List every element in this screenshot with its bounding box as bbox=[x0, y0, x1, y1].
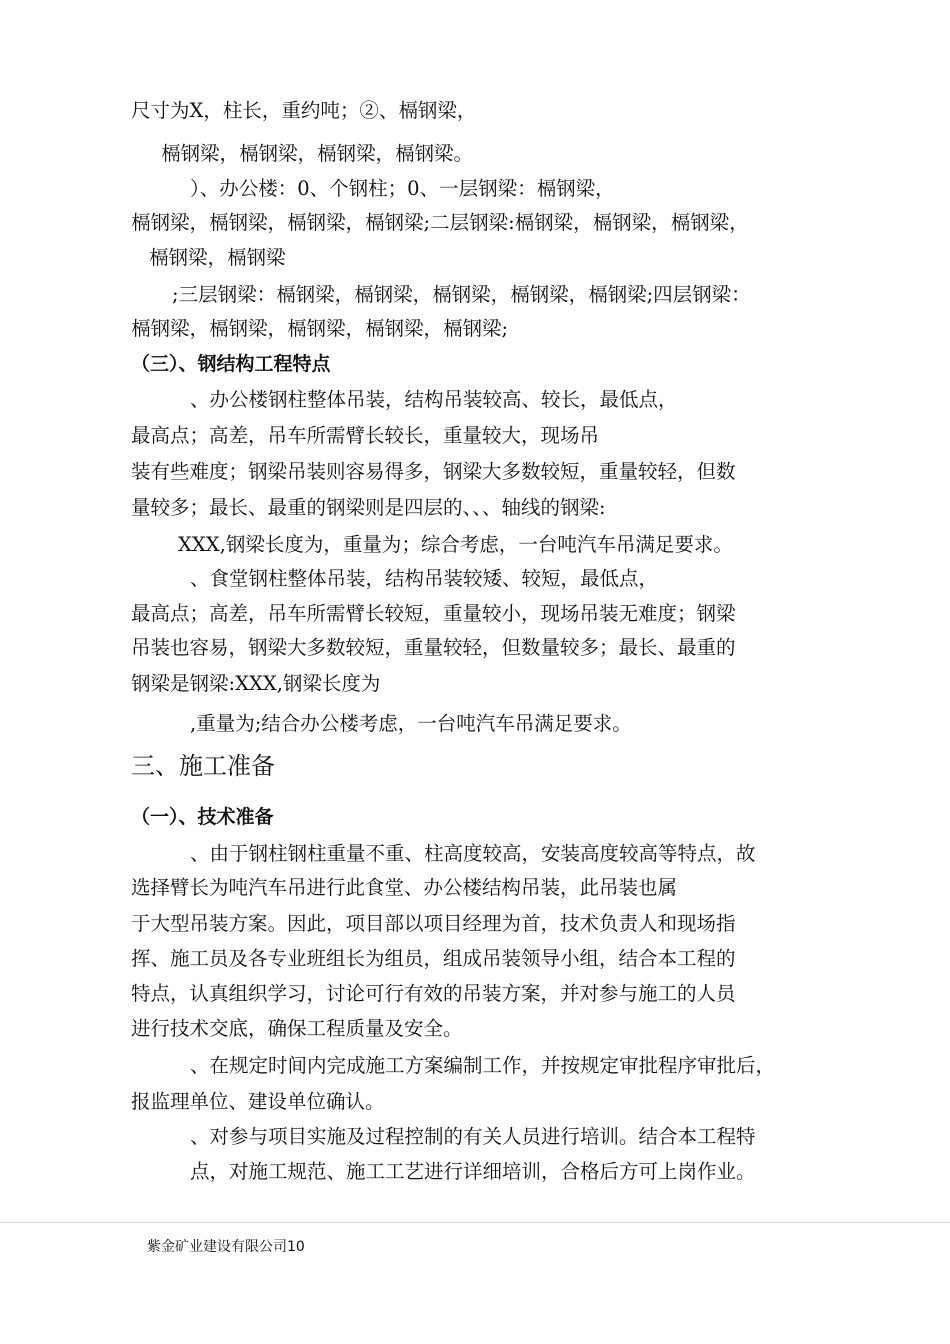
paragraph-line: 、在规定时间内完成施工方案编制工作，并按规定审批程序审批后， bbox=[190, 1054, 776, 1077]
paragraph-line: 点，对施工规范、施工工艺进行详细培训，合格后方可上岗作业。 bbox=[190, 1160, 756, 1183]
paragraph-line: 吊装也容易，钢梁大多数较短，重量较轻，但数量较多；最长、最重的 bbox=[131, 636, 736, 659]
section-heading: （三）、钢结构工程特点 bbox=[131, 353, 331, 375]
page-footer: 紫金矿业建设有限公司10 bbox=[147, 1239, 305, 1255]
paragraph-line: 、对参与项目实施及过程控制的有关人员进行培训。结合本工程特 bbox=[190, 1125, 756, 1148]
paragraph-line: 、办公楼钢柱整体吊装，结构吊装较高、较长，最低点， bbox=[190, 388, 678, 411]
paragraph-line: 装有些难度；钢梁吊装则容易得多，钢梁大多数较短，重量较轻，但数 bbox=[131, 460, 736, 483]
paragraph-line: 进行技术交底，确保工程质量及安全。 bbox=[131, 1017, 463, 1040]
paragraph-line: 于大型吊装方案。因此，项目部以项目经理为首，技术负责人和现场指 bbox=[131, 912, 736, 935]
paragraph-line: 特点，认真组织学习，讨论可行有效的吊装方案，并对参与施工的人员 bbox=[131, 982, 736, 1005]
paragraph-line: 槅钢梁，槅钢梁 bbox=[149, 246, 286, 269]
chapter-heading: 三、施工准备 bbox=[131, 752, 275, 780]
paragraph-line: 槅钢梁，槅钢梁，槅钢梁，槅钢梁;二层钢梁:槅钢梁，槅钢梁，槅钢梁， bbox=[131, 211, 749, 234]
paragraph-line: 报监理单位、建设单位确认。 bbox=[131, 1090, 385, 1113]
section-heading: （一）、技术准备 bbox=[131, 806, 274, 828]
paragraph-line: ,重量为;结合办公楼考虑，一台吨汽车吊满足要求。 bbox=[190, 712, 632, 735]
paragraph-line: 最高点；高差，吊车所需臂长较长，重量较大，现场吊 bbox=[131, 424, 600, 447]
paragraph-line: 、由于钢柱钢柱重量不重、柱高度较高，安装高度较高等特点，故 bbox=[190, 842, 756, 865]
paragraph-line: 最高点；高差，吊车所需臂长较短，重量较小，现场吊装无难度；钢梁 bbox=[131, 602, 736, 625]
paragraph-line: ）、办公楼：0、个钢柱；0、一层钢梁：槅钢梁， bbox=[190, 177, 615, 200]
paragraph-line: 槅钢梁，槅钢梁，槅钢梁，槅钢梁。 bbox=[161, 142, 474, 165]
paragraph-line: 钢梁是钢梁:XXX,钢梁长度为 bbox=[131, 672, 381, 695]
paragraph-line: XXX,钢梁长度为，重量为；综合考虑，一台吨汽车吊满足要求。 bbox=[178, 533, 733, 556]
paragraph-line: 尺寸为X，柱长，重约吨；②、槅钢梁， bbox=[131, 99, 477, 122]
paragraph-line: 量较多；最长、最重的钢梁则是四层的、、、轴线的钢梁: bbox=[131, 496, 606, 519]
paragraph-line: 挥、施工员及各专业班组长为组员，组成吊装领导小组，结合本工程的 bbox=[131, 947, 736, 970]
paragraph-line: ;三层钢梁：槅钢梁，槅钢梁，槅钢梁，槅钢梁，槅钢梁;四层钢梁： bbox=[172, 283, 751, 306]
footer-divider bbox=[0, 1222, 950, 1223]
paragraph-line: 、食堂钢柱整体吊装，结构吊装较矮、较短，最低点， bbox=[190, 567, 659, 590]
paragraph-line: 选择臂长为吨汽车吊进行此食堂、办公楼结构吊装，此吊装也属 bbox=[131, 876, 678, 899]
paragraph-line: 槅钢梁，槅钢梁，槅钢梁，槅钢梁，槅钢梁; bbox=[131, 317, 509, 340]
